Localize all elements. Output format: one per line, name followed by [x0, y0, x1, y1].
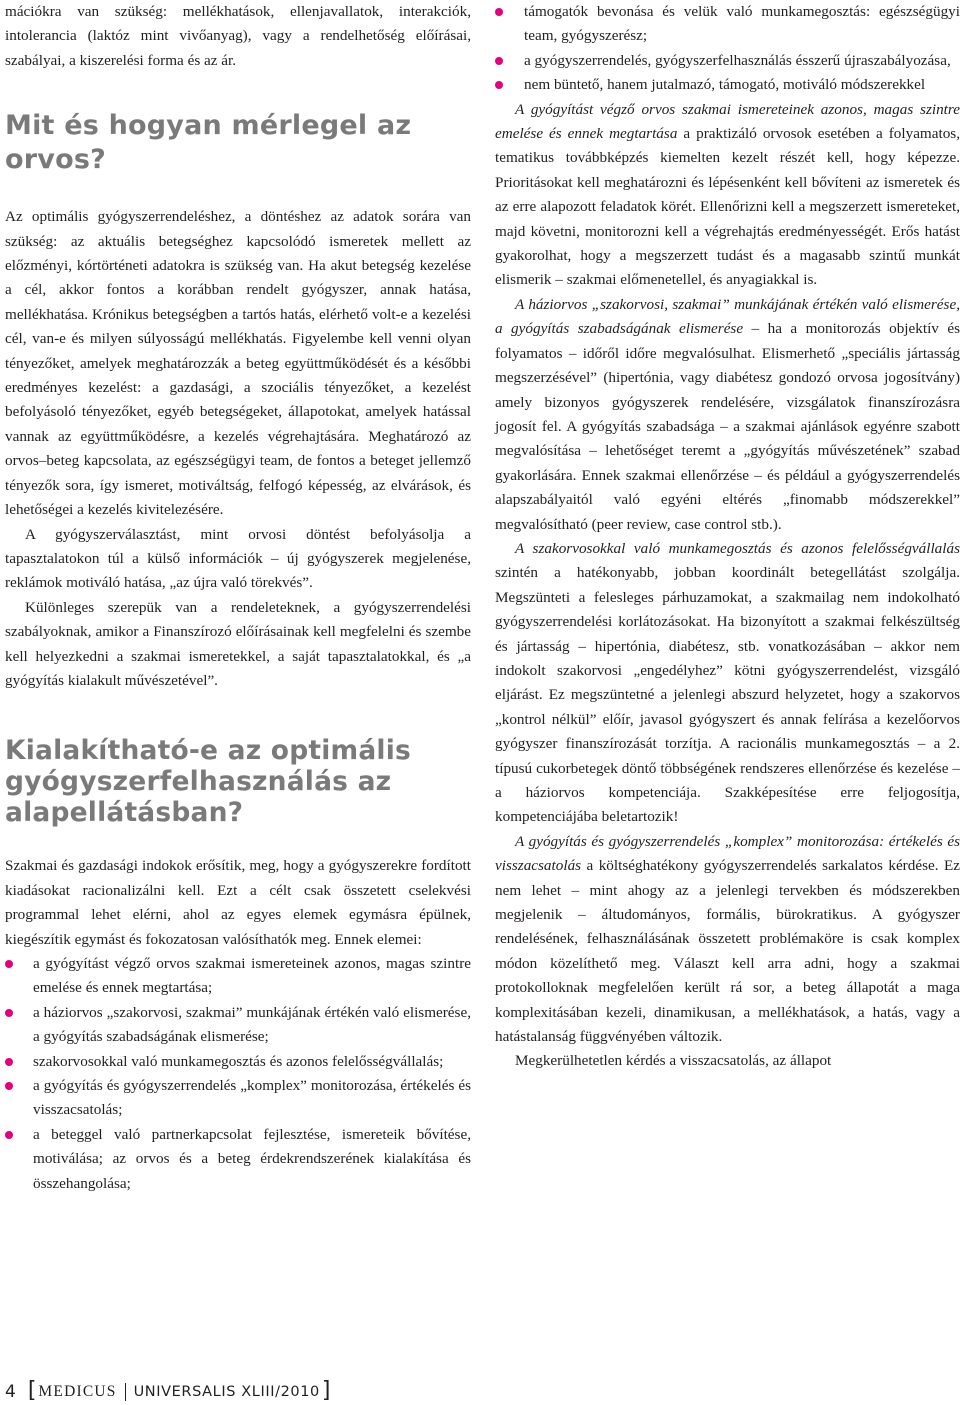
- list-item-text: a gyógyítást végző orvos szakmai ismereteinek azonos, magas szintre emelése és ennek megtartása;: [33, 954, 471, 997]
- list-item: [495, 49, 960, 73]
- paragraph: Különleges szerepük van a rendeleteknek, a gyógyszerrendelési szabályoknak, amikor a Finanszírozó előírásainak kell megfelelni és szembe kell helyezkedni a szakmai ismeretekkel, a saját tapasztalatokkal, és „a gyógyítás kialakult művészetével”.: [5, 598, 471, 689]
- paragraph-body: a költséghatékony gyógyszerrendelés sarkalatos kérdése. Ez nem lehet – mint ahogy az a jelenlegi tervekben és módszerekben megjelenik – áltudományos, formális, bürokratikus. A gyógyszer rendelésének, felhasználásának összetett problémaköre is csak komplex módon közelíthető meg. Választ kell arra adni, hogy a szakmai protokolloknak megfelelően került rá sor, a beteg állapotát a maga komplexitásában kezeli, dinamikusan, a mellékhatások, a hatás, vagy a hatástalanság függvényében változik.: [495, 857, 960, 1046]
- paragraph-body: a praktizáló orvosok esetében a folyamatos, tematikus továbbképzés kiemelten kezelt részét kell, hogy képezze. Prioritásokat kell meghatározni és lépésenként kell bővíteni az ismeretek és az erre alapozott feladatok körét. Ellenőrizni kell a megszerzett ismereteket, majd követni, monitorozni kell a végrehajtás eredményességét. Erős hatást gyakorolhat, hogy a megszerzett tudást és a magasabb szintű munkát elismerik – szakmai előmenetellel, és anyagiakkal is.: [495, 125, 960, 289]
- list-item-text: támogatók bevonása és velük való munkamegosztás: egészségügyi team, gyógyszerész;: [524, 3, 960, 45]
- list-item-text: a gyógyszerrendelés, gyógyszerfelhasználás ésszerű újraszabályozása,: [524, 51, 951, 69]
- list-item-text: nem büntető, hanem jutalmazó, támogató, motiváló módszerekkel: [524, 76, 926, 94]
- list-item: [5, 1123, 471, 1196]
- paragraph-lead: A szakorvosokkal való munkamegosztás és azonos felelősségvállalás: [515, 539, 960, 557]
- list-item: [5, 1001, 471, 1050]
- paragraph: [495, 830, 960, 1050]
- left-column: [5, 0, 471, 1196]
- paragraph: [495, 537, 960, 830]
- bullet-list: [495, 0, 960, 98]
- list-item-text: szakorvosokkal való munkamegosztás és azonos felelősségvállalás;: [33, 1052, 444, 1070]
- bullet-dot-icon: [495, 57, 503, 65]
- footer-divider: [125, 1383, 126, 1401]
- paragraph: Az optimális gyógyszerrendeléshez, a döntéshez az adatok sorára van szükség: az aktuális betegséghez kapcsolódó ismeretek mellett az előzményi, kórtörténeti adatokra is szükség van. Ha akut betegség kezelése a cél, akkor fontos a korábban rendelt gyógyszer, annak hatása, mellékhatása. Krónikus betegségben a tartós hatás, elérhető volt-e a kezelési cél, van-e és milyen súlyosságú mellékhatás. Figyelembe kell venni olyan tényezőket, amelyek meghatározzák a beteg együttműködését és a későbbi eredményes kezelést: a gazdasági, a szociális tényezőket, a kezelést befolyásoló tényezőket, egyéb betegségeket, állapotokat, amelyek hatással vannak az együttműködésre, a kezelés végrehajtására. Meghatározó az orvos–beteg kapcsolata, az egészségügyi team, de fontos a beteget jellemző tényezők sora, így ismeret, motiváltság, felfogó képesség, az elvárások, és lehetőségei a kezelés kivitelezésére.: [5, 208, 471, 519]
- paragraph: Szakmai és gazdasági indokok erősítik, meg, hogy a gyógyszerekre fordított kiadásokat racionalizálni kell. Ezt a célt csak összetett cselekvési programmal lehet elérni, ahol az egyes elemek egymásra épülnek, kiegészítik egymást és fokozatosan valósíthatók meg. Ennek elemei:: [5, 857, 471, 948]
- paragraph: [495, 293, 960, 537]
- bullet-dot-icon: [495, 81, 503, 89]
- page-number: 4: [5, 1382, 16, 1402]
- bullet-list: [5, 952, 471, 1196]
- list-item: [5, 1050, 471, 1074]
- journal-name: MEDICUS: [38, 1383, 117, 1400]
- paragraph-body: – ha a monitorozás objektív és folyamatos – időről időre megvalósulhat. Elismerhető „speciális jártasság megszerzésével” (hipertónia, vagy diabétesz gondozó orvosa jogosítvány) amely bizonyos gyógyszerek rendelésére, vizsgálatok finanszírozásra jogosít fel. A gyógyítás szabadsága – a szakmai ajánlások egyénre szabott megvalósítása – lehetőséget teremt a „gyógyítás művészetének” szabad gyakorlására. Ennek szakmai ellenőrzése – és például a gyógyszerrendelés alapszabályaitól való egyéni eltérés „finomabb módszerekkel” megvalósítható (peer review, case control stb.).: [495, 320, 960, 533]
- paragraph: [495, 98, 960, 293]
- section-heading-optimal-use: Kialakítható-e az optimális gyógyszerfelhasználás az alapellátásban?: [5, 735, 411, 829]
- right-column: [495, 0, 960, 1074]
- paragraph: A gyógyszerválasztást, mint orvosi döntést befolyásolja a tapasztalatokon túl a külső információk – új gyógyszerek megjelenése, reklámok motiváló hatása, „az újra való törekvés”.: [5, 525, 471, 592]
- page-footer: [5, 1377, 331, 1404]
- list-item-text: a gyógyítás és gyógyszerrendelés „komplex” monitorozása, értékelés és visszacsatolás;: [33, 1077, 471, 1119]
- paragraph-body: szintén a hatékonyabb, jobban koordinált betegellátást szolgálja. Megszünteti a felesleges párhuzamokat, a szakmailag nem indokolható gyógyszerrendelési korlátozásokat. Ha bizonyított a szakmai felkészültség és jártasság – hipertónia, diabétesz, stb. vonatkozásában – akkor nem indokolt szakorvosi „engedélyhez” kötni gyógyszerrendelést, vizsgáló eljárást. Ez megszüntetné a jelenlegi abszurd helyzetet, hogy a szakorvos „kontrol nélkül” előír, javasol gyógyszert és annak felírása a kezelőorvos gyógyszer finanszírozását torzítja. A racionális munkamegosztás – a 2. típusú cukorbetegek döntő többségének rendszeres ellenőrzése és kezelése – a háziorvos kompetenciája. Szakképesítése erre feljogosítja, kompetenciájába beletartozik!: [495, 564, 960, 826]
- section-heading-physician: Mit és hogyan mérlegel az orvos?: [5, 110, 412, 176]
- paragraph-lead: A gyógyítást végző orvos szakmai ismereteinek azonos, magas szintre emelése és ennek megtartása: [495, 100, 960, 143]
- paragraph: Megkerülhetetlen kérdés a visszacsatolás, az állapot: [515, 1052, 832, 1070]
- bullet-dot-icon: [5, 1131, 13, 1139]
- bullet-dot-icon: [5, 1009, 13, 1017]
- list-item-text: a beteggel való partnerkapcsolat fejlesztése, ismereteik bővítése, motiválása; az orvos és a beteg érdekrendszerének kialakítása és összehangolása;: [33, 1125, 471, 1192]
- journal-issue: UNIVERSALIS XLIII/2010: [133, 1384, 320, 1400]
- footer-bracket-open: [: [27, 1377, 37, 1403]
- paragraph-lead: A háziorvos „szakorvosi, szakmai” munkájának értékén való elismerése, a gyógyítás szabadságának elismerése: [495, 295, 960, 338]
- footer-bracket-close: ]: [321, 1377, 331, 1403]
- paragraph-lead: A gyógyítás és gyógyszerrendelés „komplex” monitorozása: értékelés és visszacsatolás: [495, 832, 960, 875]
- bullet-dot-icon: [5, 1058, 13, 1066]
- list-item: [5, 1074, 471, 1123]
- bullet-dot-icon: [495, 8, 503, 16]
- bullet-dot-icon: [5, 960, 13, 968]
- intro-paragraph: mációkra van szükség: mellékhatások, ellenjavallatok, interakciók, intolerancia (laktóz mint vivőanyag), vagy a rendelhetőség előírásai, szabályai, a kiszerelési forma és az ár.: [5, 3, 471, 69]
- list-item-text: a háziorvos „szakorvosi, szakmai” munkájának értékén való elismerése, a gyógyítás szabadságának elismerése;: [33, 1003, 471, 1046]
- list-item: [495, 73, 960, 97]
- bullet-dot-icon: [5, 1082, 13, 1090]
- list-item: [495, 0, 960, 49]
- list-item: [5, 952, 471, 1001]
